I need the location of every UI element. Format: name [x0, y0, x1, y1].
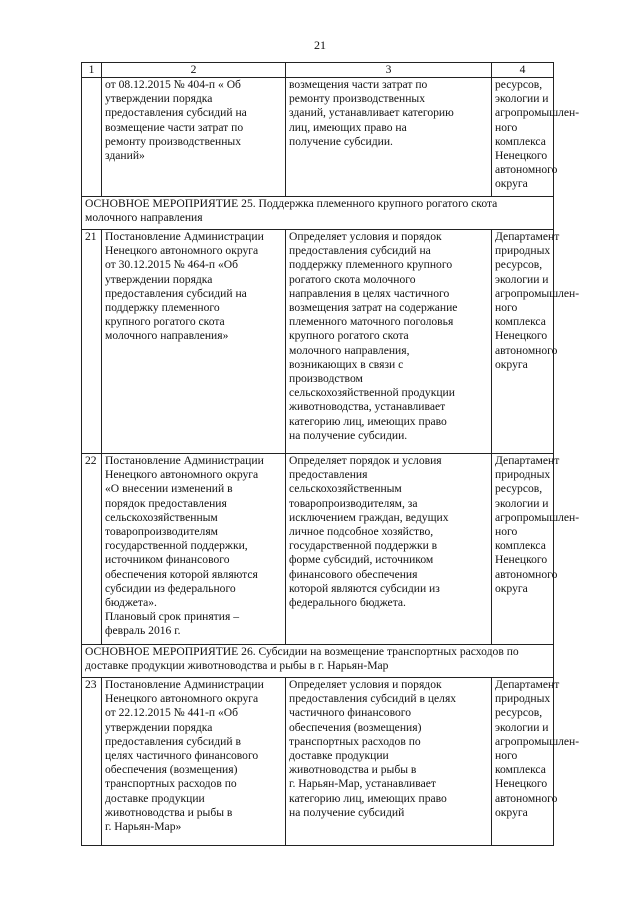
table-row [82, 454, 554, 645]
document-cell: Постановление Администрации Ненецкого автономного округа от 30.12.2015 № 464-п «Об утверждении порядка предоставления субсидий на поддержку племенного крупного рогатого скота молочного направления» [102, 230, 286, 454]
description-cell: возмещения части затрат по ремонту производственных зданий, устанавливает категорию лиц, имеющих право на получение субсидии. [286, 78, 492, 197]
section-heading: ОСНОВНОЕ МЕРОПРИЯТИЕ 25. Поддержка племенного крупного рогатого скота молочного направления [82, 197, 554, 230]
executor-cell: ресурсов, экологии и агропромышлен- ного комплекса Ненецкого автономного округа [492, 78, 554, 197]
executor-cell: Департамент природных ресурсов, экологии и агропромышлен- ного комплекса Ненецкого автономного округа [492, 678, 554, 846]
page-number: 21 [314, 38, 326, 52]
table-row [82, 78, 554, 197]
column-header: 3 [286, 63, 492, 78]
executor-cell: Департамент природных ресурсов, экологии и агропромышлен- ного комплекса Ненецкого автономного округа [492, 454, 554, 645]
section-row [82, 197, 554, 230]
description-cell: Определяет условия и порядок предоставления субсидий в целях частичного финансового обеспечения (возмещения) транспортных расходов по доставке продукции животноводства и рыбы в г. Нарьян-Мар, устанавливает категорию лиц, имеющих право на получение субсидий [286, 678, 492, 846]
table-row [82, 230, 554, 454]
table-header-row [82, 63, 554, 78]
section-row [82, 645, 554, 678]
row-number [82, 78, 102, 197]
document-cell: от 08.12.2015 № 404-п « Об утверждении порядка предоставления субсидий на возмещение части затрат по ремонту производственных зданий» [102, 78, 286, 197]
description-cell: Определяет порядок и условия предоставления сельскохозяйственным товаропроизводителям, за исключением граждан, ведущих личное подсобное хозяйство, государственной поддержки в форме субсидий, источником финансового обеспечения которой являются субсидии из федерального бюджета. [286, 454, 492, 645]
column-header: 2 [102, 63, 286, 78]
row-number: 23 [82, 678, 102, 846]
column-header: 1 [82, 63, 102, 78]
document-cell: Постановление Администрации Ненецкого автономного округа «О внесении изменений в порядок предоставления сельскохозяйственным товаропроизводителям государственной поддержки, источником финансового обеспечения которой являются субсидии из федерального бюджета». Плановый срок принятия – февраль 2016 г. [102, 454, 286, 645]
column-header: 4 [492, 63, 554, 78]
table-row [82, 678, 554, 846]
document-cell: Постановление Администрации Ненецкого автономного округа от 22.12.2015 № 441-п «Об утверждении порядка предоставления субсидий в целях частичного финансового обеспечения (возмещения) транспортных расходов по доставке продукции животноводства и рыбы в г. Нарьян-Мар» [102, 678, 286, 846]
row-number: 21 [82, 230, 102, 454]
section-heading: ОСНОВНОЕ МЕРОПРИЯТИЕ 26. Субсидии на возмещение транспортных расходов по доставке продукции животноводства и рыбы в г. Нарьян-Мар [82, 645, 554, 678]
row-number: 22 [82, 454, 102, 645]
document-table [81, 62, 580, 846]
description-cell: Определяет условия и порядок предоставления субсидий на поддержку племенного крупного рогатого скота молочного направления в целях частичного возмещения затрат на содержание племенного маточного поголовья крупного рогатого скота молочного направления, возникающих в связи с производством сельскохозяйственной продукции животноводства, устанавливает категорию лиц, имеющих право на получение субсидии. [286, 230, 492, 454]
executor-cell: Департамент природных ресурсов, экологии и агропромышлен- ного комплекса Ненецкого автономного округа [492, 230, 554, 454]
